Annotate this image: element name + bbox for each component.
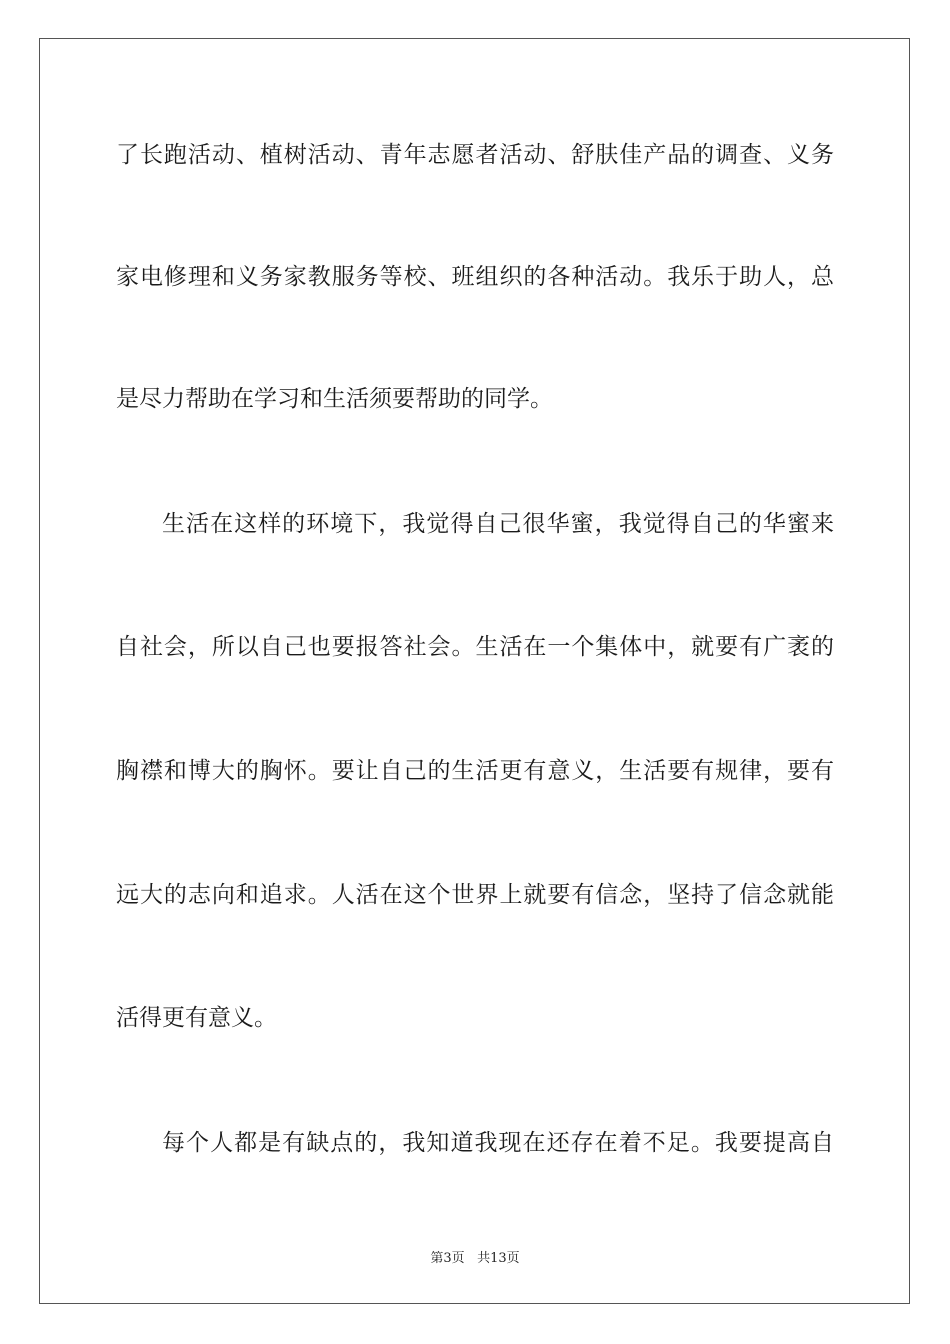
body-line-1: 了长跑活动、植树活动、青年志愿者活动、舒肤佳产品的调查、义务 [116, 142, 834, 168]
body-line-6: 胸襟和博大的胸怀。要让自己的生活更有意义，生活要有规律，要有 [116, 758, 834, 784]
body-line-2: 家电修理和义务家教服务等校、班组织的各种活动。我乐于助人，总 [116, 264, 834, 290]
page-footer [0, 1247, 950, 1266]
body-line-4: 生活在这样的环境下，我觉得自己很华蜜，我觉得自己的华蜜来 [162, 511, 834, 537]
page-frame [39, 38, 910, 1304]
body-line-8: 活得更有意义。 [116, 1005, 277, 1031]
body-line-7: 远大的志向和追求。人活在这个世界上就要有信念，坚持了信念就能 [116, 882, 834, 908]
page-number: 第3页 [430, 1251, 465, 1266]
body-line-5: 自社会，所以自己也要报答社会。生活在一个集体中，就要有广袤的 [116, 634, 834, 660]
body-line-3: 是尽力帮助在学习和生活须要帮助的同学。 [116, 386, 553, 412]
body-line-9: 每个人都是有缺点的，我知道我现在还存在着不足。我要提高自 [162, 1130, 834, 1156]
page-total: 共13页 [477, 1251, 520, 1266]
